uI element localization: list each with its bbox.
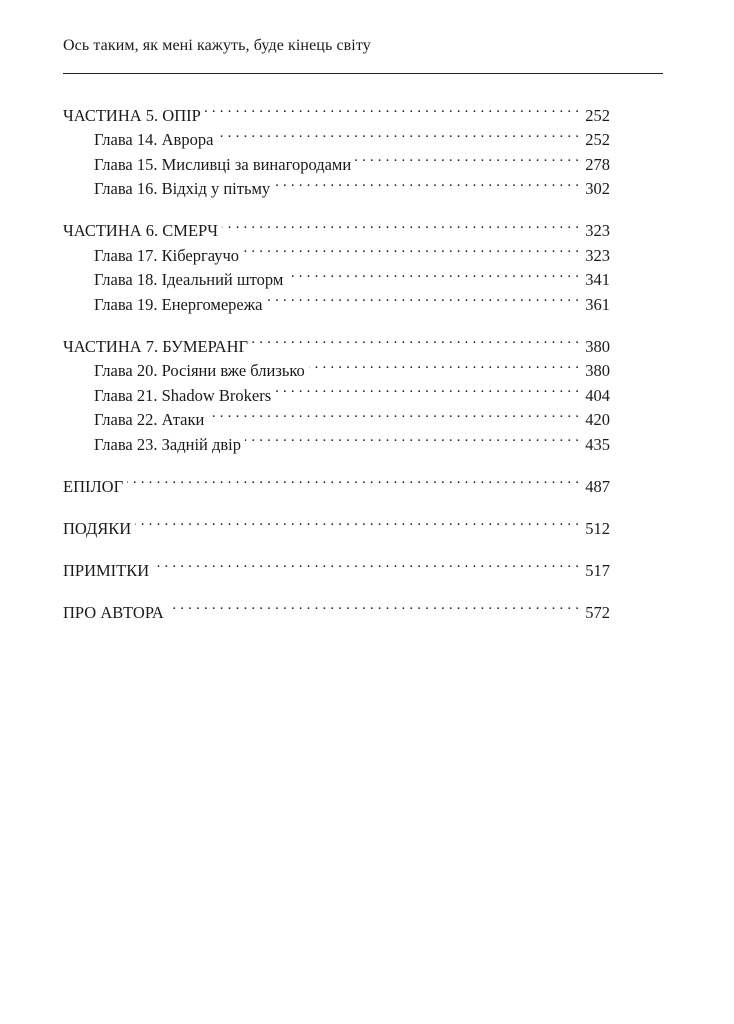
toc-part-title: ЧАСТИНА 5. ОПІР (63, 105, 201, 125)
toc-part-title: ЧАСТИНА 7. БУМЕРАНГ (63, 336, 249, 356)
toc-page-number: 435 (585, 434, 610, 454)
toc-section-title: ПОДЯКИ (63, 518, 132, 538)
toc-page-number: 487 (585, 476, 610, 496)
toc-part-6 (63, 212, 610, 240)
header-divider (63, 73, 663, 74)
toc-part-title: ЧАСТИНА 6. СМЕРЧ (63, 221, 218, 240)
toc-part-5 (63, 96, 610, 125)
dot-leader (217, 121, 579, 146)
dot-leader (275, 376, 579, 401)
toc-about-author (63, 593, 610, 622)
dot-leader (168, 593, 579, 618)
dot-leader (135, 509, 579, 534)
toc-section-title: ПРО АВТОРА (63, 602, 164, 622)
toc-page-number: 380 (585, 361, 610, 380)
toc-page-number: 404 (585, 385, 610, 405)
toc-page-number: 380 (585, 336, 610, 356)
toc-part-7 (63, 327, 610, 356)
toc-page-number: 420 (585, 410, 610, 429)
dot-leader (274, 170, 579, 195)
toc-chapter-title: Глава 15. Мисливці за винагородами (94, 154, 352, 174)
dot-leader (245, 425, 579, 450)
dot-leader (205, 96, 579, 121)
dot-leader (208, 401, 579, 426)
toc-page-number: 278 (585, 154, 610, 174)
toc-chapter-title: Глава 16. Відхід у пітьму (94, 179, 271, 198)
toc-page-number: 323 (585, 221, 610, 240)
section-spacer (63, 492, 610, 510)
toc-chapter-title: Глава 20. Росіяни вже близько (94, 361, 305, 380)
dot-leader (309, 352, 579, 377)
toc-page-number: 341 (585, 270, 610, 289)
toc-page-number: 512 (585, 518, 610, 538)
toc-page-number: 361 (585, 294, 610, 314)
dot-leader (287, 261, 579, 286)
toc-chapter-title: Глава 23. Задній двір (94, 434, 242, 454)
table-of-contents (63, 96, 610, 622)
toc-page-number: 572 (585, 602, 610, 622)
toc-page-number: 252 (585, 130, 610, 149)
dot-leader (243, 236, 579, 261)
toc-chapter-title: Глава 14. Аврора (94, 130, 214, 149)
section-spacer (63, 534, 610, 552)
toc-page-number: 323 (585, 245, 610, 265)
dot-leader (355, 145, 579, 170)
toc-notes (63, 551, 610, 580)
dot-leader (252, 327, 579, 352)
toc-acknowledgments (63, 509, 610, 538)
toc-page-number: 252 (585, 105, 610, 125)
toc-chapter-title: Глава 17. Кібергаучо (94, 245, 240, 265)
dot-leader (127, 467, 579, 492)
toc-section-title: ПРИМІТКИ (63, 560, 150, 580)
toc-page-number: 517 (585, 560, 610, 580)
toc-chapter-title: Глава 21. Shadow Brokers (94, 385, 272, 405)
dot-leader (222, 212, 579, 237)
dot-leader (153, 551, 579, 576)
dot-leader (266, 285, 579, 310)
toc-page-number: 302 (585, 179, 610, 198)
toc-epilogue (63, 467, 610, 496)
toc-section-title: ЕПІЛОГ (63, 476, 124, 496)
running-header: Ось таким, як мені кажуть, буде кінець світу (63, 37, 371, 54)
toc-chapter-title: Глава 19. Енергомережа (94, 294, 263, 314)
toc-chapter-title: Глава 22. Атаки (94, 410, 205, 429)
toc-chapter-title: Глава 18. Ідеальний шторм (94, 270, 284, 289)
